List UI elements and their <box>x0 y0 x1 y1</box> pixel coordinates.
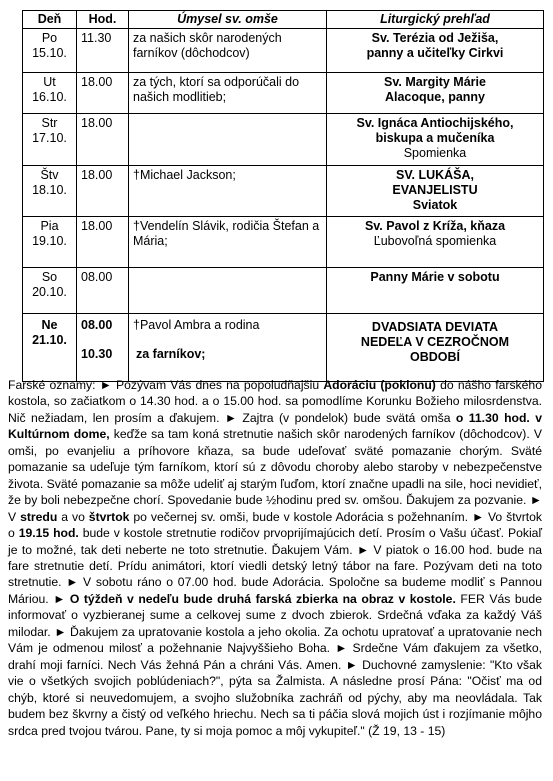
time-cell: 18.00 <box>77 73 129 114</box>
liturgy-cell <box>327 29 544 73</box>
time-cell: 18.00 <box>77 166 129 217</box>
notice-text: FER Vás bude informovať o vyzbieranej sume a celkovej sume z dvoch zbierok. Srdečná vďaka za každý Váš milodar. ► Ďakujem za upratovanie kostola a jeho okolia. Za ochotu upratovať a upratovanie nech Vám je odmenou milosť a požehnanie Najvyššieho Boha. ► Srdečne Vám ďakujem za všetko, drahí moji farníci. Nech Vás žehná Pán a chráni Vás. Amen. ► Duchovné zamyslenie: "Kto však vie o všetkých svojich poblúdeniach?", pýta sa Žalmista. A následne prosí Pána: "Očisť ma od chýb, ktoré si neuvedomujem, a svojho služobníka zachráň od pýchy, aby ma neovládala. Tak budem bez škvrny a čistý od veľkého hriechu. Nech sa ti páčia slová mojich úst i rozjímanie môjho srdca pred tvojou tvárou. Pane, ty si moja pomoc a môj vykupiteľ." (Ž 19, 13 - 15) <box>8 591 542 738</box>
day-date: 17.10. <box>32 131 67 145</box>
liturgy-line: Panny Márie v sobotu <box>370 270 500 284</box>
notices-paragraph <box>8 377 542 739</box>
day-date: 15.10. <box>32 46 67 60</box>
day-cell <box>23 268 77 314</box>
day-date: 21.10. <box>32 333 67 347</box>
intention-cell: †Vendelín Slávik, rodičia Štefan a Mária; <box>129 217 327 268</box>
day-name: Ne <box>41 318 58 332</box>
day-cell <box>23 114 77 166</box>
notice-emphasis: štvrtok <box>88 509 130 524</box>
time-cell: 08.00 <box>77 268 129 314</box>
parish-notices <box>8 377 542 739</box>
table-row <box>23 268 544 314</box>
intention-cell <box>129 314 327 382</box>
table-row <box>23 166 544 217</box>
notice-text: po večernej sv. omši, bude v kostole Adorácia s požehnaním. ► Vo štvrtok o <box>8 509 543 541</box>
day-name: Str <box>41 116 58 130</box>
day-name: Po <box>41 31 58 45</box>
liturgy-line: Sv. Ignáca Antiochijského, <box>356 116 514 130</box>
liturgy-cell <box>327 166 544 217</box>
day-cell <box>23 29 77 73</box>
liturgy-line: EVANJELISTU <box>392 183 478 197</box>
table-row <box>23 314 544 382</box>
liturgy-rank: Sviatok <box>412 198 458 212</box>
day-date: 20.10. <box>32 285 67 299</box>
col-header-day: Deň <box>23 11 77 29</box>
day-cell <box>23 314 77 382</box>
time-value: 08.00 <box>81 318 113 332</box>
liturgy-cell <box>327 73 544 114</box>
day-date: 18.10. <box>32 183 67 197</box>
liturgy-rank: Ľubovoľná spomienka <box>373 234 497 248</box>
intention-cell <box>129 114 327 166</box>
intention-cell: za našich skôr narodených farníkov (dôchodcov) <box>129 29 327 73</box>
notice-text: Farské oznamy: ► Pozývam Vás dnes na popoludňajšiu <box>8 378 324 392</box>
notice-text: bude v kostole stretnutie rodičov prvoprijímajúcich detí. Prosím o Vašu účasť. Pokiaľ je to možné, tak deti neberte ne toto stretnutie. Ďakujem Vám. ► V piatok o 16.00 hod. bude na fare stretnutie detí. Prídu animátori, ktorí viedli detský letný tábor na fare. Pozývam deti na toto stretnutie. ► V sobotu ráno o 07.00 hod. bude Adorácia. Spoločne sa budeme modliť s Pannou Máriou. ► <box>8 526 542 606</box>
liturgy-cell <box>327 114 544 166</box>
time-cell: 18.00 <box>77 114 129 166</box>
liturgy-line: NEDEĽA V CEZROČNOM <box>360 335 510 349</box>
day-cell <box>23 217 77 268</box>
intention-line: za farníkov; <box>136 347 206 361</box>
notice-emphasis: stredu <box>20 509 58 524</box>
mass-schedule-table <box>22 10 544 382</box>
liturgy-line: Sv. Pavol z Kríža, kňaza <box>364 219 506 233</box>
day-date: 16.10. <box>32 90 67 104</box>
col-header-intention: Úmysel sv. omše <box>129 11 327 29</box>
table-row <box>23 73 544 114</box>
day-name: Pia <box>40 219 59 233</box>
intention-cell: †Michael Jackson; <box>129 166 327 217</box>
day-cell <box>23 73 77 114</box>
liturgy-cell <box>327 217 544 268</box>
notice-text: do nášho farského kostola, so začiatkom o 14.30 hod. a o 15.00 hod. sa pomodlíme Korunku Božieho milosrdenstva. Nič nežiadam, len prosím a ďakujem. ► Zajtra (v pondelok) bude svätá omša <box>8 378 542 425</box>
col-header-hour: Hod. <box>77 11 129 29</box>
liturgy-rank: Spomienka <box>403 146 467 160</box>
liturgy-line: Sv. Terézia od Ježiša, <box>371 31 499 45</box>
time-value: 10.30 <box>81 347 113 361</box>
day-name: So <box>41 270 58 284</box>
time-cell: 11.30 <box>77 29 129 73</box>
notice-emphasis: O týždeň v nedeľu bude druhá farská zbierka na obraz v kostole. <box>69 591 456 606</box>
time-cell: 18.00 <box>77 217 129 268</box>
notice-emphasis: o 11.30 hod. v Kultúrnom dome, <box>8 410 543 442</box>
liturgy-cell <box>327 268 544 314</box>
notice-emphasis: 19.15 hod. <box>18 526 79 541</box>
intention-line: †Pavol Ambra a rodina <box>133 318 260 332</box>
table-row <box>23 217 544 268</box>
liturgy-line: SV. LUKÁŠA, <box>395 168 475 182</box>
table-header-row <box>23 11 544 29</box>
liturgy-line: Sv. Margity Márie <box>384 75 486 89</box>
day-name: Štv <box>40 168 59 182</box>
notice-emphasis: Adoráciu (poklonu) <box>323 378 436 392</box>
liturgy-line: DVADSIATA DEVIATA <box>371 320 499 334</box>
intention-cell <box>129 268 327 314</box>
time-cell <box>77 314 129 382</box>
col-header-liturgy: Liturgický prehľad <box>327 11 544 29</box>
notice-text: keďže sa tam koná stretnutie našich skôr narodených farníkov (dôchodcov). V omši, po evanjeliu a príhovore kňaza, sa bude udeľovať sväté pomazanie chorým. Sväté pomazanie sa udeľuje tým farníkom, ktorí sú z dôvodu choroby alebo staroby v nebezpečenstve života. Sväté pomazanie sa môže udeliť aj starým ľuďom, ktorí značne upadli na sile, hoci nevidieť, že by boli nebezpečne chorí. Spovedanie bude ½hodinu pred sv. omšou. Ďakujem za pozvanie. ► V <box>8 427 542 524</box>
day-cell <box>23 166 77 217</box>
liturgy-line: biskupa a mučeníka <box>375 131 495 145</box>
intention-cell: za tých, ktorí sa odporúčali do našich modlitieb; <box>129 73 327 114</box>
liturgy-line: Alacoque, panny <box>384 90 486 104</box>
liturgy-line: panny a učiteľky Cirkvi <box>366 46 504 60</box>
day-date: 19.10. <box>32 234 67 248</box>
notice-text: a vo <box>57 509 89 524</box>
table-row <box>23 29 544 73</box>
liturgy-cell <box>327 314 544 382</box>
table-row <box>23 114 544 166</box>
liturgy-line: OBDOBÍ <box>410 350 460 364</box>
day-name: Ut <box>43 75 56 89</box>
